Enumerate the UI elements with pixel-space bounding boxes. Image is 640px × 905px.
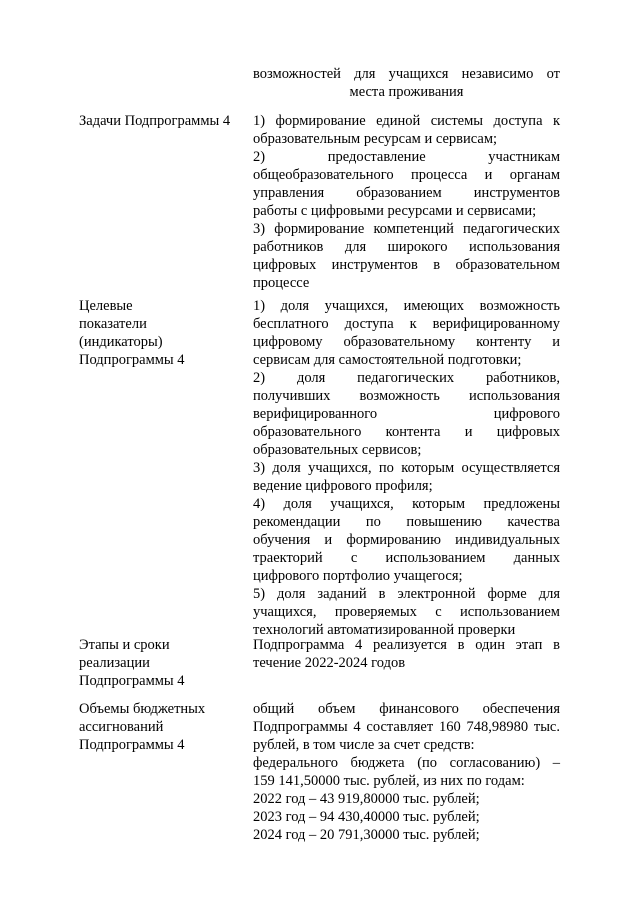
content-line: бесплатного доступа к верифицированному: [253, 316, 560, 332]
content-line: образовательным ресурсам и сервисам;: [253, 131, 498, 147]
content-line: 2) предоставление участникам: [253, 149, 560, 165]
content-line: 2024 год – 20 791,30000 тыс. рублей;: [253, 827, 480, 843]
content-line: управления образованием инструментов: [253, 185, 560, 201]
content-line: 5) доля заданий в электронной форме для: [253, 586, 560, 602]
row-label: Задачи Подпрограммы 4: [79, 113, 231, 129]
content-line: ведение цифрового профиля;: [253, 478, 433, 494]
content-line: 2022 год – 43 919,80000 тыс. рублей;: [253, 791, 480, 807]
content-line: сервисам для самостоятельной подготовки;: [253, 352, 522, 368]
content-line: общий объем финансового обеспечения: [253, 701, 560, 717]
row-label: Этапы и сроки реализации Подпрограммы 4: [79, 637, 185, 689]
content-line: работы с цифровыми ресурсами и сервисами;: [253, 203, 537, 219]
content-line: обучения и формированию индивидуальных: [253, 532, 560, 548]
row-content: [253, 297, 560, 639]
row-label: Объемы бюджетных ассигнований Подпрограммы 4: [79, 701, 206, 753]
content-line: получивших возможность использования: [253, 388, 560, 404]
content-line: цифровому образовательному контенту и: [253, 334, 560, 350]
content-line: работников для широкого использования: [253, 239, 560, 255]
content-line: общеобразовательного процесса и органам: [253, 167, 560, 183]
content-line: цифрового портфолио учащегося;: [253, 568, 463, 584]
content-line: 1) формирование единой системы доступа к: [253, 113, 560, 129]
content-line: федерального бюджета (по согласованию) –: [253, 755, 560, 771]
row-content: [253, 112, 560, 292]
content-line: Подпрограммы 4 составляет 160 748,98980 тыс.: [253, 719, 560, 735]
row-content: [253, 700, 560, 844]
content-line: 4) доля учащихся, которым предложены: [253, 496, 560, 512]
content-line: 3) доля учащихся, по которым осуществляется: [253, 460, 560, 476]
content-line: образовательного контента и цифровых: [253, 424, 560, 440]
content-line: рублей, в том числе за счет средств:: [253, 737, 475, 753]
row-content: [253, 636, 560, 672]
row-content: [253, 65, 560, 101]
content-line: цифровых инструментов в образовательном: [253, 257, 560, 273]
content-line: траекторий с использованием данных: [253, 550, 560, 566]
row-label: Целевые показатели (индикаторы) Подпрограммы 4: [79, 298, 185, 368]
content-line: образовательных сервисов;: [253, 442, 422, 458]
content-line: рекомендации по повышению качества: [253, 514, 560, 530]
content-line: возможностей для учащихся независимо от: [253, 66, 560, 82]
content-line: 2023 год – 94 430,40000 тыс. рублей;: [253, 809, 480, 825]
content-line: учащихся, проверяемых с использованием: [253, 604, 560, 620]
content-line: 1) доля учащихся, имеющих возможность: [253, 298, 560, 314]
content-line: 3) формирование компетенций педагогических: [253, 221, 560, 237]
content-line: 2) доля педагогических работников,: [253, 370, 560, 386]
content-line: процессе: [253, 275, 310, 291]
content-line: верифицированного цифрового: [253, 406, 560, 422]
content-line: технологий автоматизированной проверки: [253, 622, 516, 638]
content-line: течение 2022-2024 годов: [253, 655, 406, 671]
content-line: места проживания: [349, 84, 464, 100]
content-line: Подпрограмма 4 реализуется в один этап в: [253, 637, 560, 653]
content-line: 159 141,50000 тыс. рублей, из них по годам:: [253, 773, 525, 789]
